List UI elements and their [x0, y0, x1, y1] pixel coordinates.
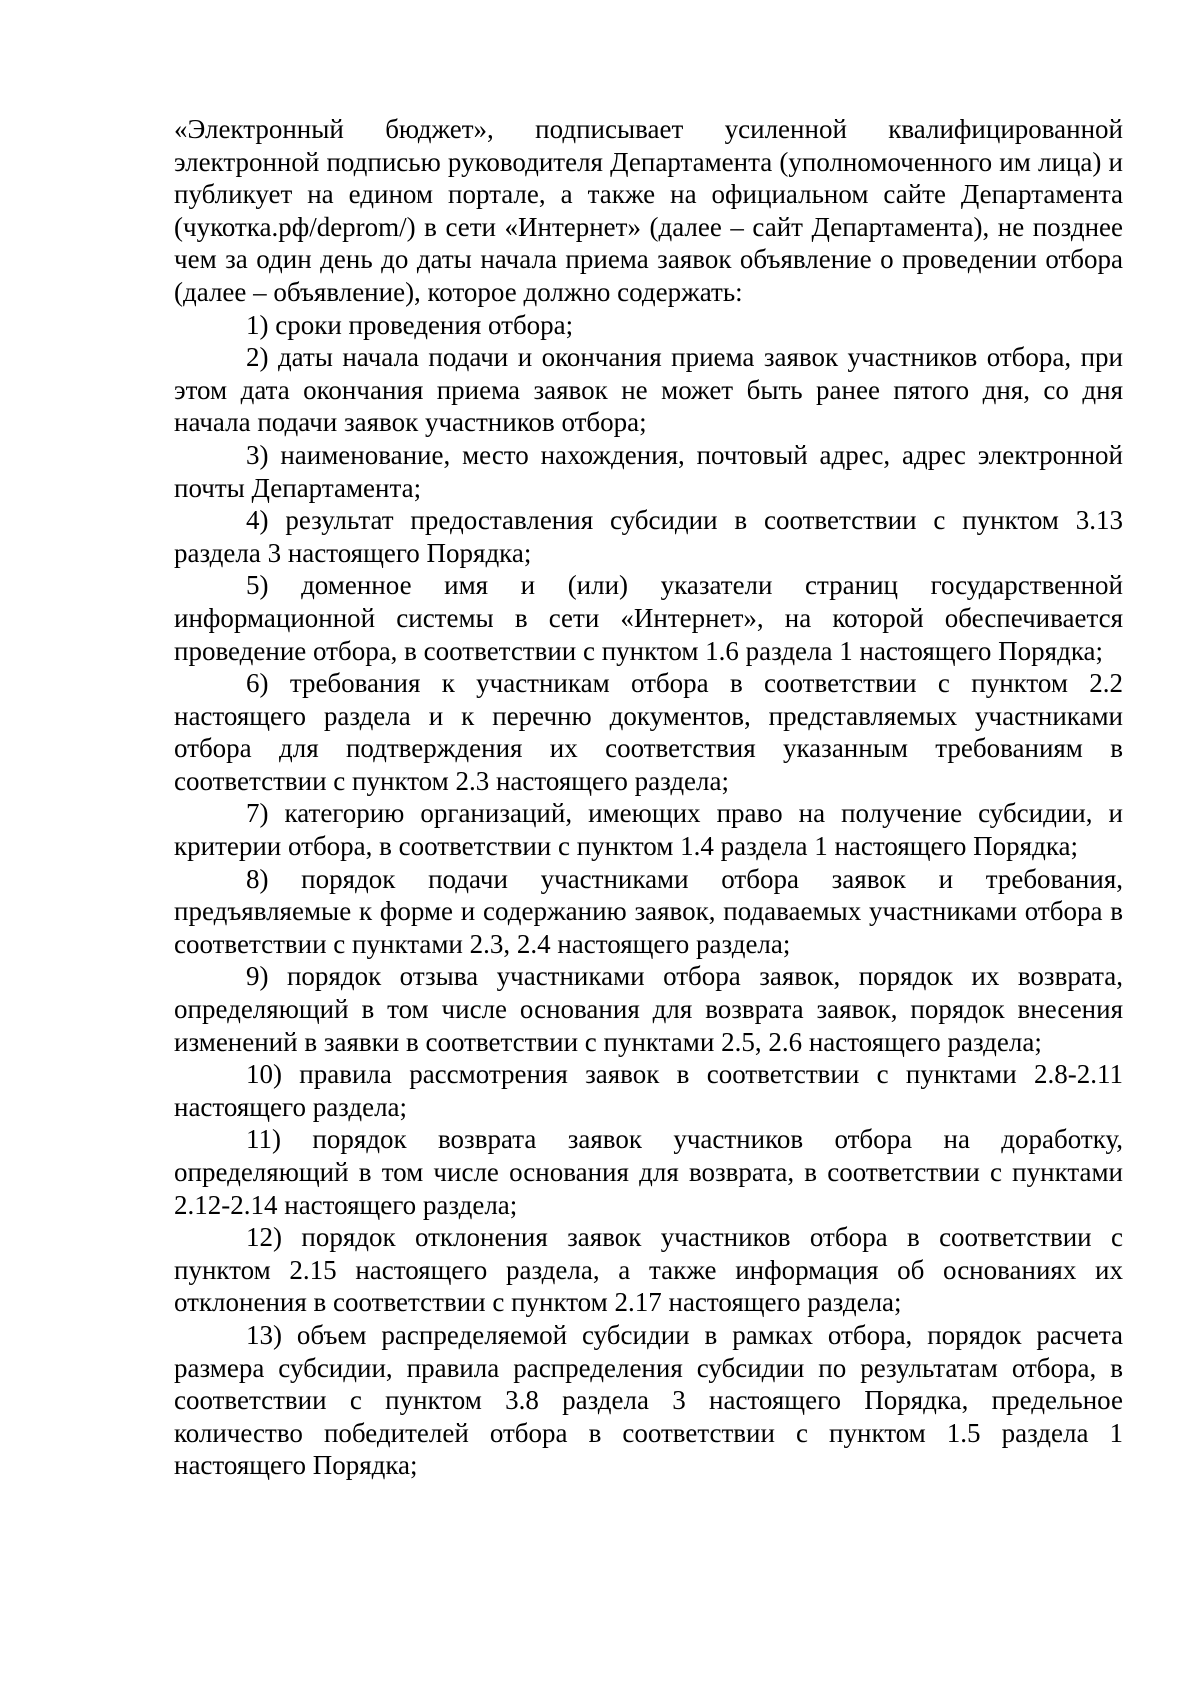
list-item-7: 7) категорию организаций, имеющих право на получение субсидии, и критерии отбора, в соответствии с пунктом 1.4 раздела 1 настоящего Порядка; [174, 798, 1123, 862]
list-item-1: 1) сроки проведения отбора; [246, 309, 574, 340]
list-item-10: 10) правила рассмотрения заявок в соответствии с пунктами 2.8-2.11 настоящего раздела; [174, 1059, 1123, 1122]
paragraph-intro: «Электронный бюджет», подписывает усиленной квалифицированной электронной подписью руководителя Департамента (уполномоченного им лица) и публикует на едином портале, а также на официальном сайте Департамента (чукотка.рф/deprom/) в сети «Интернет» (далее – сайт Департамента), не позднее чем за один день до даты начала приема заявок объявление о проведении отбора (далее – объявление), которое должно содержать: [174, 114, 1123, 307]
document-page [174, 113, 1123, 1482]
list-item-13: 13) объем распределяемой субсидии в рамках отбора, порядок расчета размера субсидии, правила распределения субсидии по результатам отбора, в соответствии с пунктом 3.8 раздела 3 настоящего Порядка, предельное количество победителей отбора в соответствии с пунктом 1.5 раздела 1 настоящего Порядка; [174, 1319, 1123, 1481]
list-item-3: 3) наименование, место нахождения, почтовый адрес, адрес электронной почты Департамента; [174, 439, 1123, 503]
list-item-12: 12) порядок отклонения заявок участников отбора в соответствии с пунктом 2.15 настоящего раздела, а также информация об основаниях их отклонения в соответствии с пунктом 2.17 настоящего раздела; [174, 1222, 1123, 1318]
list-item-4: 4) результат предоставления субсидии в соответствии с пунктом 3.13 раздела 3 настоящего Порядка; [174, 505, 1123, 568]
list-item-11: 11) порядок возврата заявок участников отбора на доработку, определяющий в том числе основания для возврата, в соответствии с пунктами 2.12-2.14 настоящего раздела; [174, 1124, 1123, 1220]
list-item-6: 6) требования к участникам отбора в соответствии с пунктом 2.2 настоящего раздела и к перечню документов, представляемых участниками отбора для подтверждения их соответствия указанным требованиям в соответствии с пунктом 2.3 настоящего раздела; [174, 668, 1123, 796]
list-item-2: 2) даты начала подачи и окончания приема заявок участников отбора, при этом дата окончания приема заявок не может быть ранее пятого дня, со дня начала подачи заявок участников отбора; [174, 342, 1123, 438]
list-item-8: 8) порядок подачи участниками отбора заявок и требования, предъявляемые к форме и содержанию заявок, подаваемых участниками отбора в соответствии с пунктами 2.3, 2.4 настоящего раздела; [174, 863, 1123, 959]
list-item-9: 9) порядок отзыва участниками отбора заявок, порядок их возврата, определяющий в том числе основания для возврата заявок, порядок внесения изменений в заявки в соответствии с пунктами 2.5, 2.6 настоящего раздела; [174, 961, 1123, 1057]
list-item-5: 5) доменное имя и (или) указатели страниц государственной информационной системы в сети «Интернет», на которой обеспечивается проведение отбора, в соответствии с пунктом 1.6 раздела 1 настоящего Порядка; [174, 570, 1123, 666]
